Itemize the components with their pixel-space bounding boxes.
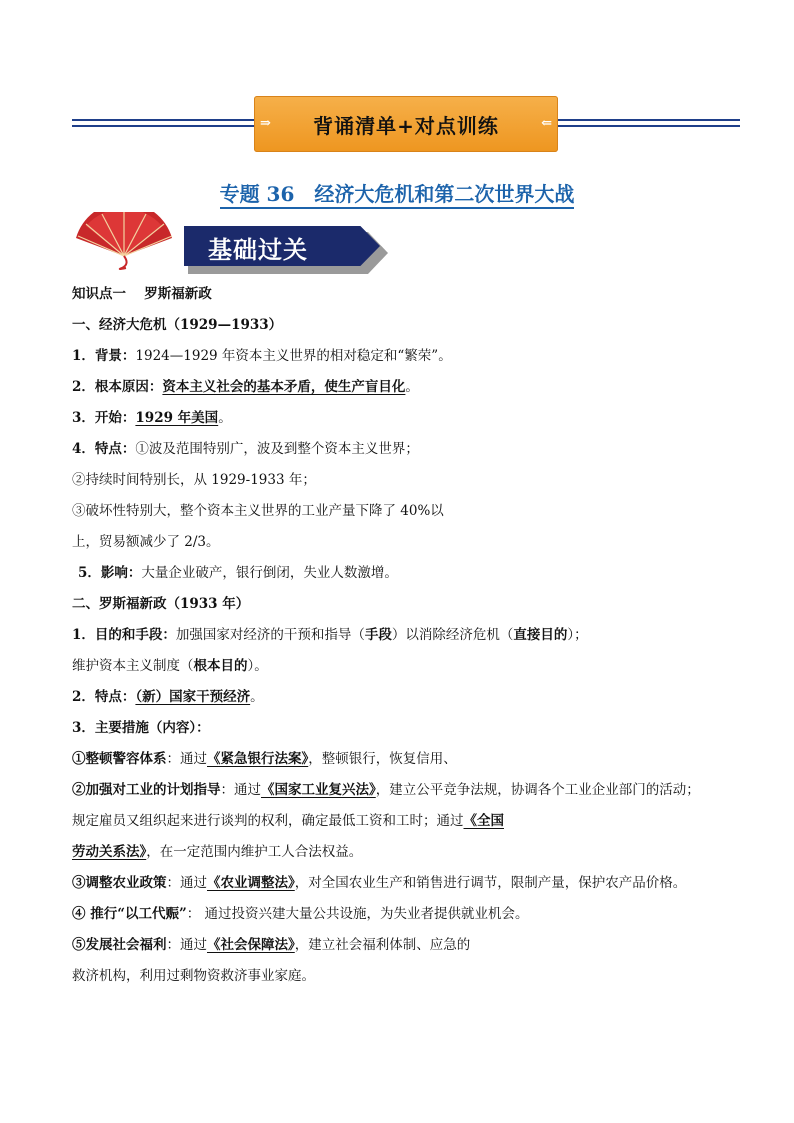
measure-2-continued-2: 劳动关系法》，在一定范围内维护工人合法权益。 [72,844,363,860]
measure-1: ①整顿警容体系：通过《紧急银行法案》，整顿银行，恢复信用、 [72,751,457,767]
banner-title: 背诵清单+对点训练 [313,114,499,138]
measure-5-continued: 救济机构，利用过剩物资救济事业家庭。 [72,968,315,984]
folding-fan-icon [72,212,182,270]
item-purpose: 1．目的和手段：加强国家对经济的干预和指导（手段）以消除经济危机（直接目的）； [72,627,588,643]
chevron-left-icon: ⇐ [541,116,552,131]
measure-4: ④ 推行“以工代赈”： 通过投资兴建大量公共设施，为失业者提供就业机会。 [72,906,529,922]
feature-3-continued: 上，贸易额减少了 2/3。 [72,534,220,550]
banner [254,96,558,152]
item-new-deal-feature: 2．特点：（新）国家干预经济。 [72,689,264,705]
feature-3: ③破坏性特别大，整个资本主义世界的工业产量下降了 40%以 [72,503,444,519]
item-features: 4．特点：①波及范围特别广，波及到整个资本主义世界； [72,441,419,457]
section-heading-2: 二、罗斯福新政（1933 年） [72,596,250,612]
item-impact: 5．影响：大量企业破产，银行倒闭，失业人数激增。 [78,565,398,581]
measure-2: ②加强对工业的计划指导：通过《国家工业复兴法》，建立公平竞争法规，协调各个工业企业部门的活动； [72,782,700,798]
item-start: 3．开始：1929 年美国。 [72,410,232,426]
measure-5: ⑤发展社会福利：通过《社会保障法》，建立社会福利体制、应急的 [72,937,471,953]
feature-2: ②持续时间特别长，从 1929-1933 年； [72,472,316,488]
item-background: 1．背景：1924—1929 年资本主义世界的相对稳定和“繁荣”。 [72,348,452,364]
knowledge-point-heading: 知识点一 罗斯福新政 [72,286,212,302]
chevron-right-icon: ⇒ [260,116,271,131]
section-heading-1: 一、经济大危机（1929—1933） [72,317,283,333]
item-purpose-continued: 维护资本主义制度（根本目的）。 [72,658,268,674]
section-badge [184,226,384,270]
section-badge-label: 基础过关 [208,235,308,264]
topic-title: 专题 36 经济大危机和第二次世界大战 [0,178,794,207]
measures-heading: 3．主要措施（内容）： [72,720,210,736]
measure-3: ③调整农业政策：通过《农业调整法》，对全国农业生产和销售进行调节，限制产量，保护农产品价格。 [72,875,687,891]
item-root-cause: 2．根本原因：资本主义社会的基本矛盾，使生产盲目化。 [72,379,419,395]
measure-2-continued: 规定雇员又组织起来进行谈判的权利，确定最低工资和工时；通过《全国 [72,813,504,829]
